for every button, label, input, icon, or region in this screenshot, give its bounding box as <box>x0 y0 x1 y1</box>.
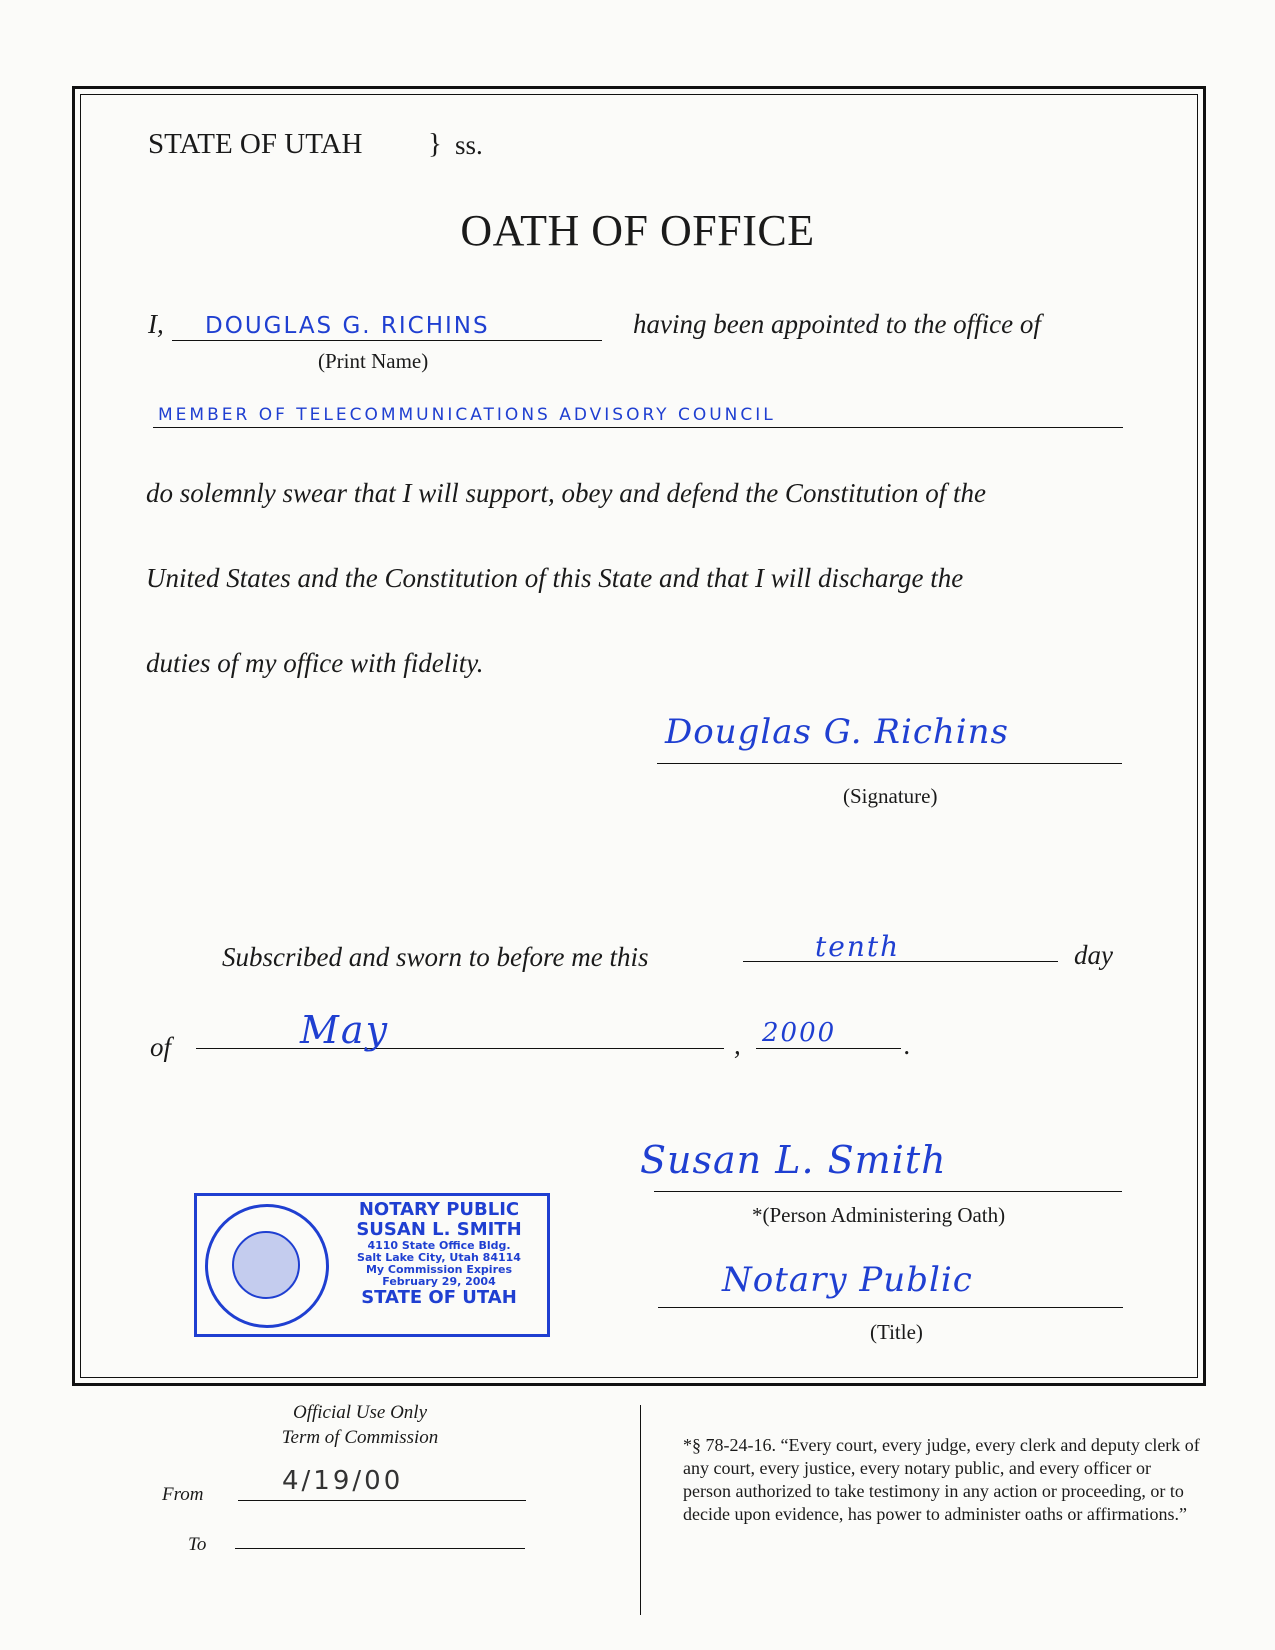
office-value[interactable]: MEMBER OF TELECOMMUNICATIONS ADVISORY COUNCIL <box>158 405 776 425</box>
stamp-line-6: February 29, 2004 <box>382 1274 496 1288</box>
year-period: . <box>904 1030 911 1060</box>
name-line <box>172 340 602 341</box>
venue-brace: } <box>428 128 442 160</box>
from-line <box>238 1500 526 1501</box>
subscribed-text: Subscribed and sworn to before me this <box>222 942 649 972</box>
oath-body-line-3: duties of my office with fidelity. <box>146 648 484 678</box>
i-label: I, <box>148 309 164 339</box>
day-line <box>743 961 1058 962</box>
year-line <box>756 1048 901 1049</box>
from-label: From <box>162 1484 204 1505</box>
official-use-heading <box>250 1400 470 1450</box>
month-line <box>196 1048 724 1049</box>
state-seal-icon <box>205 1204 329 1328</box>
month-value[interactable]: May <box>300 1008 390 1052</box>
official-use-heading-1: Official Use Only <box>292 1402 428 1423</box>
to-label: To <box>188 1534 207 1555</box>
notary-stamp <box>194 1193 550 1337</box>
seal-eagle-icon <box>232 1231 300 1299</box>
oath-body-line-1: do solemnly swear that I will support, obey and defend the Constitution of the <box>146 478 986 508</box>
title-value[interactable]: Notary Public <box>722 1260 973 1300</box>
stamp-line-1: NOTARY PUBLIC <box>358 1199 520 1220</box>
to-line <box>235 1548 525 1549</box>
signature-line <box>657 763 1122 764</box>
signature-value[interactable]: Douglas G. Richins <box>665 712 1009 752</box>
document-title: OATH OF OFFICE <box>460 206 815 255</box>
stamp-line-2: SUSAN L. SMITH <box>356 1218 522 1240</box>
title-line <box>658 1307 1123 1308</box>
year-value[interactable]: 2000 <box>762 1018 837 1048</box>
month-comma: , <box>734 1030 741 1060</box>
administrator-line <box>654 1191 1122 1192</box>
office-line <box>153 427 1123 428</box>
name-value[interactable]: DOUGLAS G. RICHINS <box>205 313 490 339</box>
day-value[interactable]: tenth <box>815 930 901 963</box>
stamp-line-7: STATE OF UTAH <box>361 1286 517 1308</box>
administrator-caption: *(Person Administering Oath) <box>752 1203 1006 1227</box>
from-value[interactable]: 4/19/00 <box>282 1466 404 1496</box>
title-caption: (Title) <box>870 1320 923 1344</box>
stamp-line-5: My Commission Expires <box>365 1262 513 1276</box>
document-border-inner <box>80 94 1198 1378</box>
administrator-signature[interactable]: Susan L. Smith <box>640 1138 947 1182</box>
footer-divider <box>640 1405 641 1615</box>
stamp-line-3: 4110 State Office Bldg. <box>367 1238 511 1252</box>
ss-label: ss. <box>455 130 483 160</box>
official-use-heading-2: Term of Commission <box>281 1427 439 1448</box>
state-label: STATE OF UTAH <box>148 128 363 160</box>
of-label: of <box>150 1032 172 1062</box>
stamp-line-4: Salt Lake City, Utah 84114 <box>357 1250 521 1264</box>
day-label: day <box>1074 940 1113 970</box>
statute-text: *§ 78-24-16. “Every court, every judge, every clerk and deputy clerk of any court, every justice, every notary public, and every officer or person authorized to take testimony in any action or proceeding, or to decide upon evidence, has power to administer oaths or affirmations.” <box>683 1435 1200 1524</box>
stamp-text <box>337 1200 541 1308</box>
appointed-text: having been appointed to the office of <box>633 309 1041 339</box>
signature-caption: (Signature) <box>843 784 938 808</box>
oath-body-line-2: United States and the Constitution of this State and that I will discharge the <box>146 563 964 593</box>
print-name-caption: (Print Name) <box>318 349 429 373</box>
